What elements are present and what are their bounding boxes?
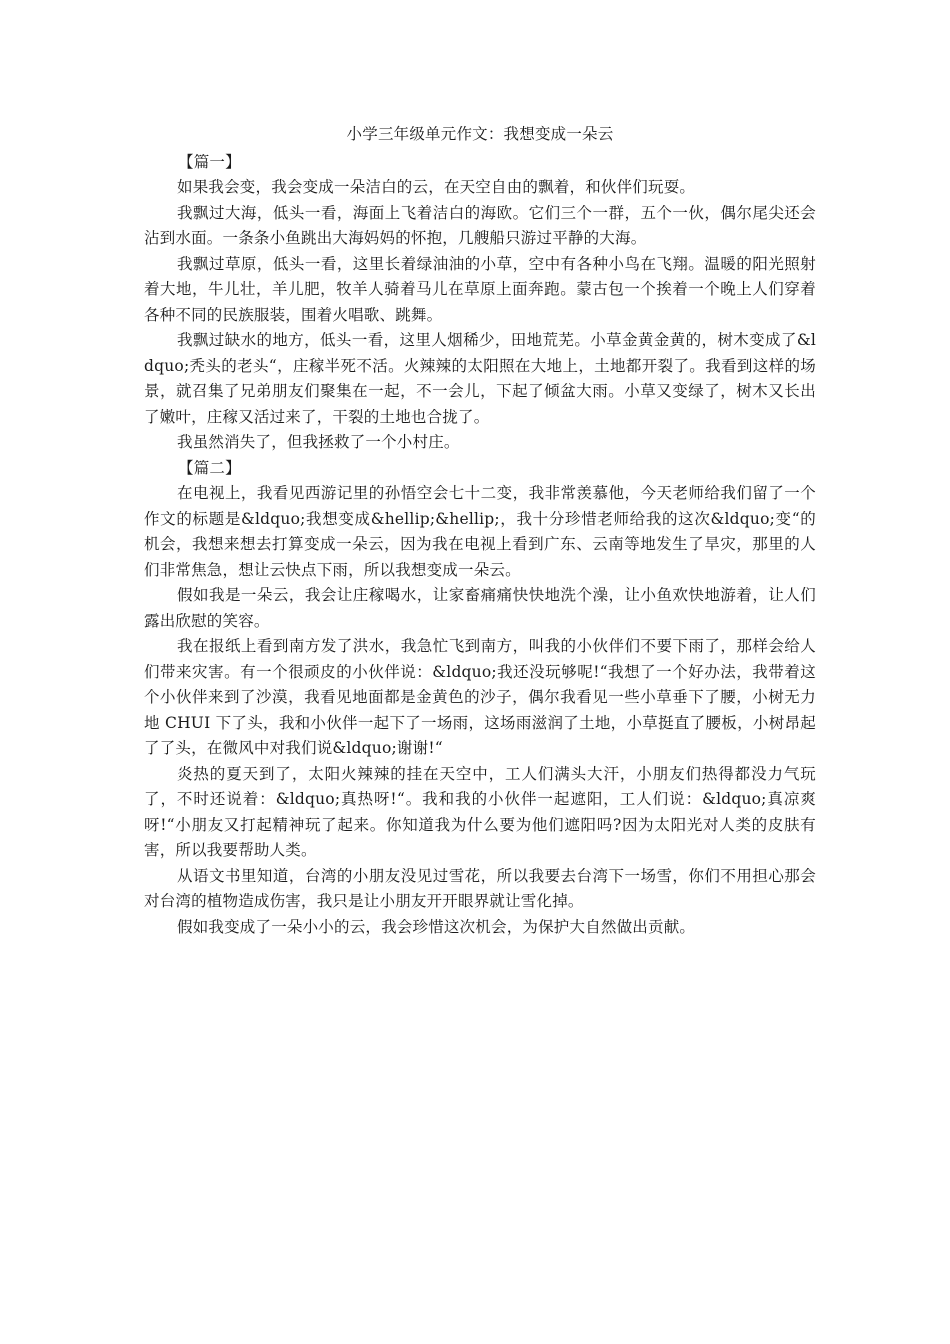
paragraph: 我飘过缺水的地方，低头一看，这里人烟稀少，田地荒芜。小草金黄金黄的，树木变成了&ldquo;秃头的老头“，庄稼半死不活。火辣辣的太阳照在大地上，土地都开裂了。我看到这样的场景，就召集了兄弟朋友们聚集在一起，不一会儿，下起了倾盆大雨。小草又变绿了，树木又长出了嫩叶，庄稼又活过来了，干裂的土地也合拢了。 bbox=[144, 331, 816, 426]
document-title: 小学三年级单元作文：我想变成一朵云 bbox=[346, 125, 614, 143]
paragraph: 我飘过大海，低头一看，海面上飞着洁白的海欧。它们三个一群，五个一伙，偶尔尾尖还会沾到水面。一条条小鱼跳出大海妈妈的怀抱，几艘船只游过平静的大海。 bbox=[144, 203, 816, 247]
paragraph: 我虽然消失了，但我拯救了一个小村庄。 bbox=[177, 433, 460, 451]
section-1 bbox=[144, 150, 816, 456]
paragraph: 炎热的夏天到了，太阳火辣辣的挂在天空中，工人们满头大汗，小朋友们热得都没力气玩了，不时还说着：&ldquo;真热呀!“。我和我的小伙伴一起遮阳，工人们说：&ldquo;真凉爽呀!“小朋友又打起精神玩了起来。你知道我为什么要为他们遮阳吗?因为太阳光对人类的皮肤有害，所以我要帮助人类。 bbox=[144, 764, 816, 859]
section-2 bbox=[144, 456, 816, 941]
section-heading: 【篇一】 bbox=[178, 152, 241, 171]
section-heading: 【篇二】 bbox=[178, 458, 241, 477]
paragraph: 假如我是一朵云，我会让庄稼喝水，让家畜痛痛快快地洗个澡，让小鱼欢快地游着，让人们露出欣慰的笑容。 bbox=[144, 586, 816, 630]
paragraph: 如果我会变，我会变成一朵洁白的云，在天空自由的飘着，和伙伴们玩耍。 bbox=[177, 178, 696, 196]
paragraph: 假如我变成了一朵小小的云，我会珍惜这次机会，为保护大自然做出贡献。 bbox=[177, 917, 696, 936]
paragraph: 我在报纸上看到南方发了洪水，我急忙飞到南方，叫我的小伙伴们不要下雨了，那样会给人们带来灾害。有一个很顽皮的小伙伴说：&ldquo;我还没玩够呢!“我想了一个好办法，我带着这个小伙伴来到了沙漠，我看见地面都是金黄色的沙子，偶尔我看见一些小草垂下了腰，小树无力地 CHUI 下了头，我和小伙伴一起下了一场雨，这场雨滋润了土地，小草挺直了腰板，小树昂起了了头，在微风中对我们说&ldquo;谢谢!“ bbox=[144, 637, 816, 757]
paragraph: 在电视上，我看见西游记里的孙悟空会七十二变，我非常羡慕他，今天老师给我们留了一个作文的标题是&ldquo;我想变成&hellip;&hellip;，我十分珍惜老师给我的这次&ldquo;变“的机会，我想来想去打算变成一朵云，因为我在电视上看到广东、云南等地发生了旱灾，那里的人们非常焦急，想让云快点下雨，所以我想变成一朵云。 bbox=[144, 484, 816, 579]
paragraph: 从语文书里知道，台湾的小朋友没见过雪花，所以我要去台湾下一场雪，你们不用担心那会对台湾的植物造成伤害，我只是让小朋友开开眼界就让雪化掉。 bbox=[144, 866, 816, 910]
document-page bbox=[144, 122, 816, 940]
paragraph: 我飘过草原，低头一看，这里长着绿油油的小草，空中有各种小鸟在飞翔。温暖的阳光照射着大地，牛儿壮，羊儿肥，牧羊人骑着马儿在草原上面奔跑。蒙古包一个挨着一个晚上人们穿着各种不同的民族服装，围着火唱歌、跳舞。 bbox=[144, 254, 816, 324]
